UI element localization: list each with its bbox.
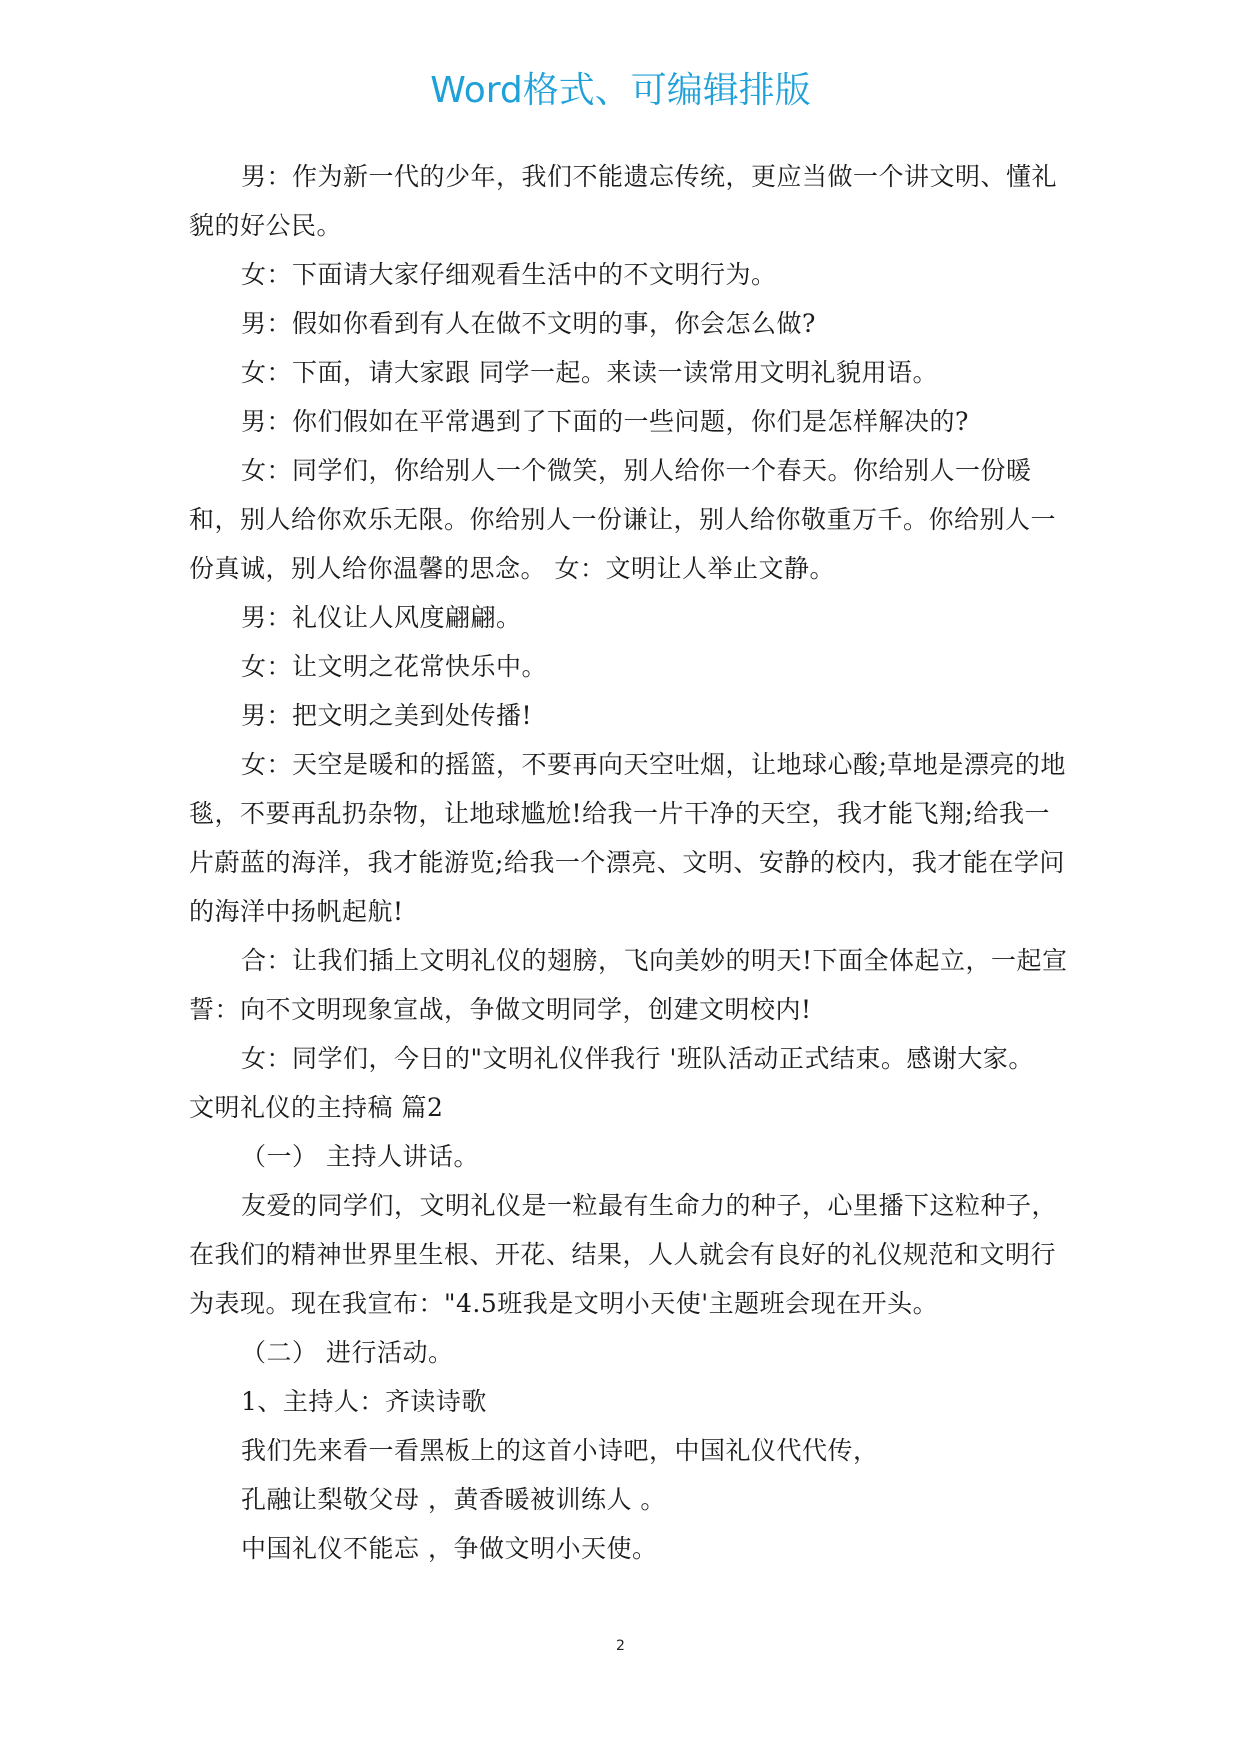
paragraph: 男：你们假如在平常遇到了下面的一些问题，你们是怎样解决的? [241,407,969,436]
section-heading: 文明礼仪的主持稿 篇2 [189,1093,444,1122]
paragraph: （二） 进行活动。 [241,1338,454,1367]
paragraph: 友爱的同学们，文明礼仪是一粒最有生命力的种子，心里播下这粒种子，在我们的精神世界里生根、开花、结果，人人就会有良好的礼仪规范和文明行为表现。现在我宣布："4.5班我是文明小天使'主题班会现在开头。 [189,1191,1058,1318]
paragraph: 我们先来看一看黑板上的这首小诗吧，中国礼仪代代传， [241,1436,879,1465]
paragraph: 男：假如你看到有人在做不文明的事，你会怎么做? [241,309,816,338]
paragraph: 孔融让梨敬父母 ，黄香暖被训练人 。 [241,1485,666,1514]
paragraph: 女：天空是暖和的摇篮，不要再向天空吐烟，让地球心酸;草地是漂亮的地毯，不要再乱扔杂物，让地球尴尬!给我一片干净的天空，我才能飞翔;给我一片蔚蓝的海洋，我才能游览;给我一个漂亮、文明、安静的校内，我才能在学问的海洋中扬帆起航! [189,750,1066,926]
paragraph: 女：同学们，今日的"文明礼仪伴我行 '班队活动正式结束。感谢大家。 [241,1044,1034,1073]
paragraph: 1、主持人：齐读诗歌 [241,1387,487,1416]
page-number: 2 [616,1638,625,1654]
paragraph: 男：作为新一代的少年，我们不能遗忘传统，更应当做一个讲文明、懂礼貌的好公民。 [189,162,1058,240]
paragraph: 中国礼仪不能忘 ，争做文明小天使。 [241,1534,658,1563]
paragraph: 男：把文明之美到处传播! [241,701,533,730]
paragraph: 女：同学们，你给别人一个微笑，别人给你一个春天。你给别人一份暖和，别人给你欢乐无限。你给别人一份谦让，别人给你敬重万千。你给别人一份真诚，别人给你温馨的思念。 女：文明让人举止文静。 [189,456,1057,583]
document-body [189,152,1069,1573]
paragraph: 女：下面，请大家跟 同学一起。来读一读常用文明礼貌用语。 [241,358,938,387]
paragraph: 合：让我们插上文明礼仪的翅膀，飞向美妙的明天!下面全体起立，一起宣誓：向不文明现象宣战，争做文明同学，创建文明校内! [189,946,1068,1024]
paragraph: 女：下面请大家仔细观看生活中的不文明行为。 [241,260,777,289]
paragraph: 男：礼仪让人风度翩翩。 [241,603,522,632]
document-header-title: Word格式、可编辑排版 [430,70,811,111]
paragraph: 女：让文明之花常快乐中。 [241,652,548,681]
paragraph: （一） 主持人讲话。 [241,1142,479,1171]
